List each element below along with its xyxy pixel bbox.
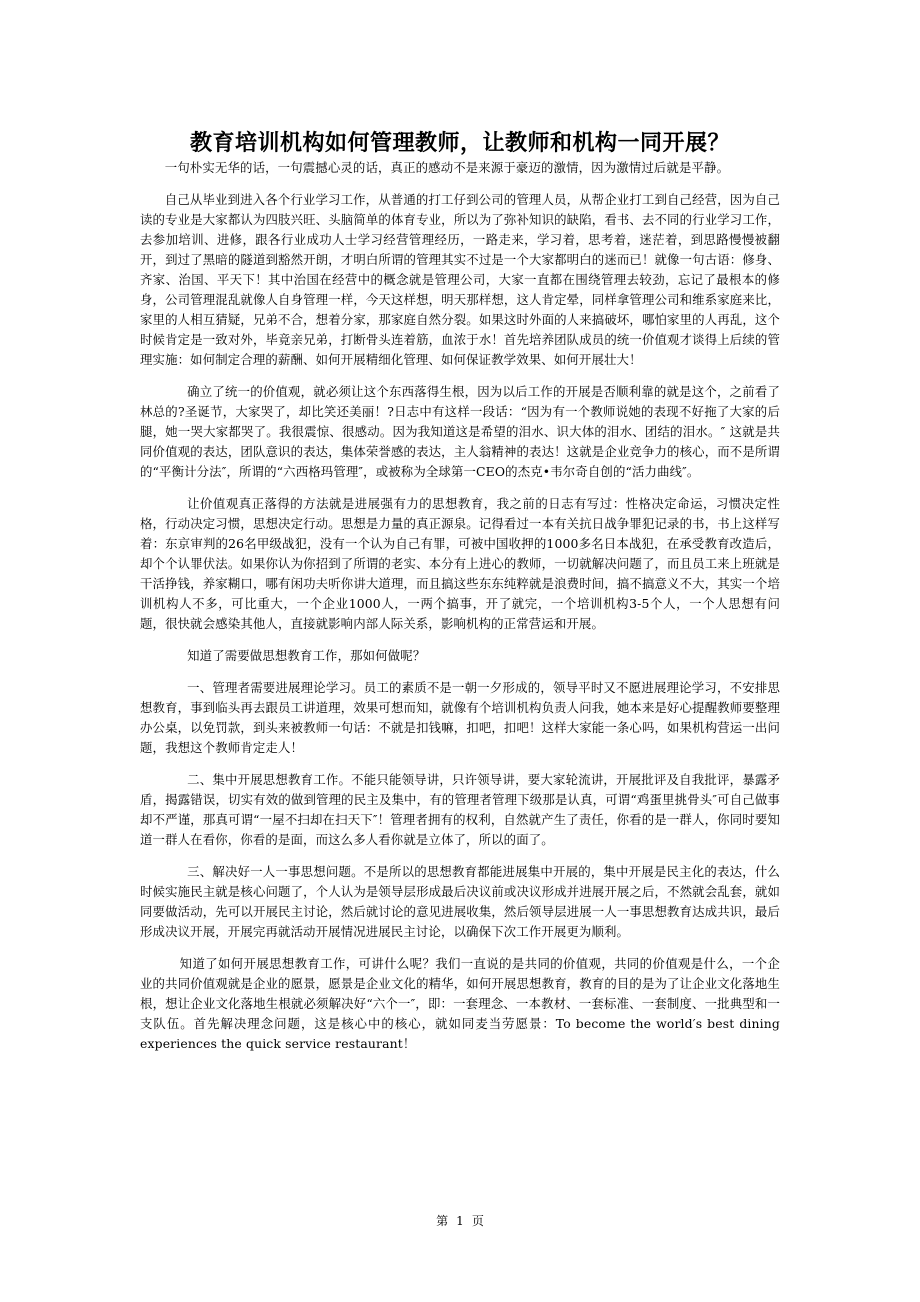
page-number: 1 bbox=[456, 1214, 464, 1228]
paragraph-background: 自己从毕业到进入各个行业学习工作，从普通的打工仔到公司的管理人员，从帮企业打工到自己经营，因为自己读的专业是大家都认为四肢兴旺、头脑简单的体育专业，所以为了弥补知识的缺陷，看书、去不同的行业学习工作，去参加培训、进修，跟各行业成功人士学习经营管理经历，一路走来，学习着，思考着，迷茫着，到思路慢慢被翻开，到过了黑暗的隧道到豁然开朗，才明白所谓的管理其实不过是一个大家都明白的迷而已！就像一句古语：修身、齐家、治国、平天下！其中治国在经营中的概念就是管理公司，大家一直都在围绕管理去较劲，忘记了最根本的修身，公司管理混乱就像人自身管理一样，今天这样想，明天那样想，这人肯定晕，同样拿管理公司和维系家庭来比，家里的人相互猜疑，兄弟不合，想着分家，那家庭自然分裂。如果这时外面的人来搞破坏，哪怕家里的人再乱，这个时候肯定是一致对外，毕竟亲兄弟，打断骨头连着筋，血浓于水！首先培养团队成员的统一价值观才谈得上后续的管理实施：如何制定合理的薪酬、如何开展精细化管理、如何保证教学效果、如何开展壮大！ bbox=[140, 192, 780, 367]
page-suffix: 页 bbox=[471, 1214, 484, 1228]
paragraph-conclusion: 知道了如何开展思想教育工作，可讲什么呢？我们一直说的是共同的价值观，共同的价值观是什么，一个企业的共同价值观就是企业的愿景，愿景是企业文化的精华，如何开展思想教育，教育的目的是为了让企业文化落地生根，想让企业文化落地生根就必须解决好“六个一″，即：一套理念、一本教材、一套标准、一套制度、一批典型和一支队伍。首先解决理念问题，这是核心中的核心，就如同麦当劳愿景：To become the world′s best dining experiences the quick service restaurant！ bbox=[140, 956, 780, 1051]
document-body bbox=[140, 158, 780, 1066]
paragraph-point-three: 三、解决好一人一事思想问题。不是所以的思想教育都能进展集中开展的，集中开展是民主化的表达，什么时候实施民主就是核心问题了，个人认为是领导层形成最后决议前或决议形成并进展开展之后，不然就会乱套，就如同要做活动，先可以开展民主讨论，然后就讨论的意见进展收集，然后领导层进展一人一事思想教育达成共识，最后形成决议开展，开展完再就活动开展情况进展民主讨论，以确保下次工作开展更为顺利。 bbox=[140, 864, 780, 939]
page-prefix: 第 bbox=[436, 1214, 449, 1228]
paragraph-question: 知道了需要做思想教育工作，那如何做呢？ bbox=[187, 648, 426, 663]
page-title: 教育培训机构如何管理教师，让教师和机构一同开展？ bbox=[189, 130, 730, 156]
paragraph-ideological-education: 让价值观真正落得的方法就是进展强有力的思想教育，我之前的日志有写过：性格决定命运，习惯决定性格，行动决定习惯，思想决定行动。思想是力量的真正源泉。记得看过一本有关抗日战争罪犯记录的书，书上这样写着：东京审判的26名甲级战犯，没有一个认为自己有罪，可被中国收押的1000多名日本战犯，在承受教育改造后，却个个认罪伏法。如果你认为你招到了所谓的老实、本分有上进心的教师，一切就解决问题了，而且员工来上班就是干活挣钱，养家糊口，哪有闲功夫听你讲大道理，而且搞这些东东纯粹就是浪费时间，搞不搞意义不大，其实一个培训机构人不多，可比重大，一个企业1000人，一两个搞事，开了就完，一个培训机构3-5个人，一个人思想有问题，很快就会感染其他人，直接就影响内部人际关系，影响机构的正常营运和开展。 bbox=[140, 496, 780, 631]
page-footer bbox=[0, 1212, 920, 1230]
paragraph-point-one: 一、管理者需要进展理论学习。员工的素质不是一朝一夕形成的，领导平时又不愿进展理论学习，不安排思想教育，事到临头再去跟员工讲道理，效果可想而知，就像有个培训机构负责人问我，她本来是好心提醒教师要整理办公桌，以免罚款，到头来被教师一句话：不就是扣钱嘛，扣吧，扣吧！这样大家能一条心吗，如果机构营运一出问题，我想这个教师肯定走人！ bbox=[140, 680, 780, 755]
paragraph-shared-values: 确立了统一的价值观，就必须让这个东西落得生根，因为以后工作的开展是否顺利靠的就是这个，之前看了林总的?圣诞节，大家哭了，却比笑还美丽！?日志中有这样一段话：“因为有一个教师说她的表现不好拖了大家的后腿，她一哭大家都哭了。我很震惊、很感动。因为我知道这是希望的泪水、识大体的泪水、团结的泪水。″ 这就是共同价值观的表达，团队意识的表达，集体荣誉感的表达，主人翁精神的表达！这就是企业竞争力的核心，而不是所谓的“平衡计分法″，所谓的“六西格玛管理″，或被称为全球第一CEO的杰克•韦尔奇自创的“活力曲线″。 bbox=[140, 384, 780, 479]
paragraph-intro: 一句朴实无华的话，一句震撼心灵的话，真正的感动不是来源于豪迈的激情，因为激情过后就是平静。 bbox=[164, 160, 730, 175]
paragraph-point-two: 二、集中开展思想教育工作。不能只能领导讲，只许领导讲，要大家轮流讲，开展批评及自我批评，暴露矛盾，揭露错误，切实有效的做到管理的民主及集中，有的管理者管理下级那是认真，可谓“鸡蛋里挑骨头″可自己做事却不严谨，那真可谓“一屋不扫却在扫天下″！管理者拥有的权利，自然就产生了责任，你看的是一群人，你同时要知道一群人在看你，你看的是面，而这么多人看你就是立体了，所以的面了。 bbox=[140, 772, 780, 847]
